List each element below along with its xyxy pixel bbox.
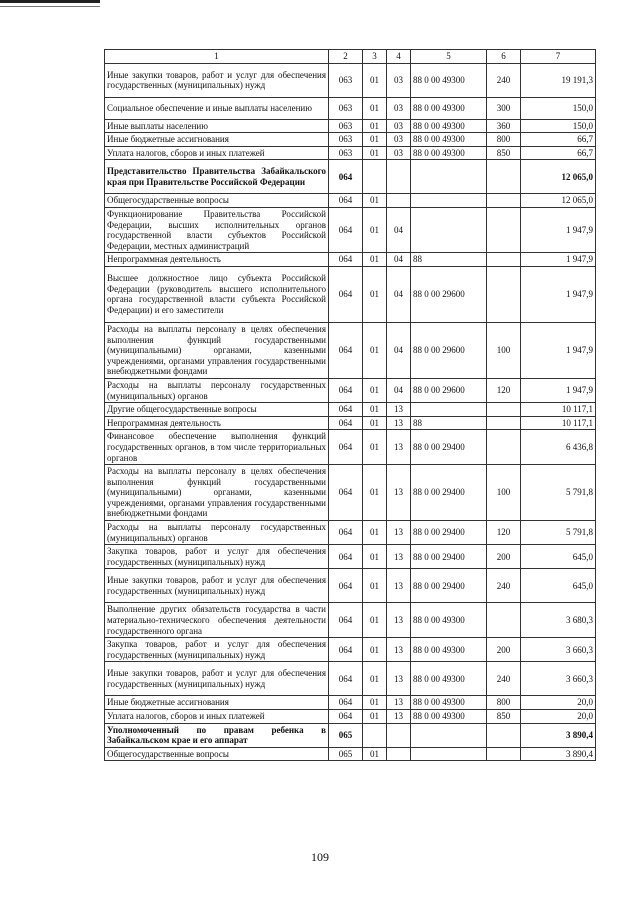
table-row bbox=[105, 710, 596, 724]
amount-cell: 150,0 bbox=[521, 119, 596, 133]
table-row bbox=[105, 63, 596, 97]
code-pr-cell: 13 bbox=[387, 638, 411, 662]
code-gr-cell: 064 bbox=[329, 322, 363, 378]
row-name-cell: Иные бюджетные ассигнования bbox=[105, 133, 329, 147]
code-csr-cell: 88 0 00 49300 bbox=[411, 603, 487, 638]
header-rule-thin bbox=[0, 6, 100, 7]
code-rz-cell: 01 bbox=[363, 97, 387, 119]
code-pr-cell: 13 bbox=[387, 521, 411, 545]
code-pr-cell: 03 bbox=[387, 97, 411, 119]
amount-cell: 66,7 bbox=[521, 146, 596, 160]
amount-cell: 1 947,9 bbox=[521, 253, 596, 267]
table-header-row bbox=[105, 50, 596, 64]
row-name-cell: Представительство Правительства Забайкальского края при Правительстве Российской Федерации bbox=[105, 160, 329, 194]
table-row bbox=[105, 253, 596, 267]
code-vr-cell: 100 bbox=[487, 465, 521, 521]
table-row bbox=[105, 723, 596, 747]
table-row bbox=[105, 146, 596, 160]
code-csr-cell bbox=[411, 160, 487, 194]
code-csr-cell: 88 0 00 49300 bbox=[411, 638, 487, 662]
table-row bbox=[105, 207, 596, 252]
amount-cell: 645,0 bbox=[521, 545, 596, 569]
code-rz-cell: 01 bbox=[363, 603, 387, 638]
code-rz-cell: 01 bbox=[363, 63, 387, 97]
code-rz-cell: 01 bbox=[363, 133, 387, 147]
table-row bbox=[105, 119, 596, 133]
code-vr-cell: 200 bbox=[487, 545, 521, 569]
amount-cell: 66,7 bbox=[521, 133, 596, 147]
amount-cell: 10 117,1 bbox=[521, 403, 596, 417]
code-gr-cell: 064 bbox=[329, 710, 363, 724]
code-vr-cell bbox=[487, 253, 521, 267]
row-name-cell: Иные закупки товаров, работ и услуг для обеспечения государственных (муниципальных) нужд bbox=[105, 63, 329, 97]
table-row bbox=[105, 266, 596, 322]
row-name-cell: Уплата налогов, сборов и иных платежей bbox=[105, 146, 329, 160]
code-gr-cell: 064 bbox=[329, 430, 363, 465]
row-name-cell: Иные закупки товаров, работ и услуг для обеспечения государственных (муниципальных) нужд bbox=[105, 662, 329, 696]
code-rz-cell: 01 bbox=[363, 638, 387, 662]
code-pr-cell: 13 bbox=[387, 416, 411, 430]
code-vr-cell: 850 bbox=[487, 710, 521, 724]
code-pr-cell: 13 bbox=[387, 710, 411, 724]
code-vr-cell bbox=[487, 416, 521, 430]
code-vr-cell bbox=[487, 403, 521, 417]
code-csr-cell bbox=[411, 207, 487, 252]
row-name-cell: Общегосударственные вопросы bbox=[105, 747, 329, 761]
row-name-cell: Расходы на выплаты персоналу в целях обеспечения выполнения функций государственными (муниципальными) органами, казенными учреждениями, органами управления государственными внебюджетными фондами bbox=[105, 465, 329, 521]
code-pr-cell: 13 bbox=[387, 569, 411, 603]
code-rz-cell: 01 bbox=[363, 696, 387, 710]
row-name-cell: Расходы на выплаты персоналу государственных (муниципальных) органов bbox=[105, 378, 329, 402]
amount-cell: 10 117,1 bbox=[521, 416, 596, 430]
code-vr-cell bbox=[487, 603, 521, 638]
table-row bbox=[105, 133, 596, 147]
row-name-cell: Расходы на выплаты персоналу государственных (муниципальных) органов bbox=[105, 521, 329, 545]
code-vr-cell bbox=[487, 723, 521, 747]
table-row bbox=[105, 521, 596, 545]
table-row bbox=[105, 569, 596, 603]
code-pr-cell: 03 bbox=[387, 146, 411, 160]
code-gr-cell: 064 bbox=[329, 465, 363, 521]
code-rz-cell: 01 bbox=[363, 266, 387, 322]
code-rz-cell: 01 bbox=[363, 146, 387, 160]
code-vr-cell: 200 bbox=[487, 638, 521, 662]
row-name-cell: Непрограммная деятельность bbox=[105, 253, 329, 267]
code-rz-cell bbox=[363, 160, 387, 194]
code-pr-cell: 13 bbox=[387, 465, 411, 521]
code-csr-cell: 88 0 00 49300 bbox=[411, 710, 487, 724]
code-vr-cell bbox=[487, 747, 521, 761]
table-row bbox=[105, 662, 596, 696]
amount-cell: 20,0 bbox=[521, 696, 596, 710]
row-name-cell: Иные выплаты населению bbox=[105, 119, 329, 133]
code-pr-cell: 04 bbox=[387, 266, 411, 322]
code-csr-cell: 88 0 00 29400 bbox=[411, 521, 487, 545]
code-gr-cell: 063 bbox=[329, 133, 363, 147]
amount-cell: 3 660,3 bbox=[521, 662, 596, 696]
table-row bbox=[105, 322, 596, 378]
code-vr-cell: 360 bbox=[487, 119, 521, 133]
code-pr-cell: 13 bbox=[387, 403, 411, 417]
header-cell: 5 bbox=[411, 50, 487, 64]
amount-cell: 3 660,3 bbox=[521, 638, 596, 662]
row-name-cell: Иные бюджетные ассигнования bbox=[105, 696, 329, 710]
code-rz-cell: 01 bbox=[363, 322, 387, 378]
code-rz-cell: 01 bbox=[363, 403, 387, 417]
code-vr-cell bbox=[487, 266, 521, 322]
budget-table-body bbox=[105, 50, 596, 761]
code-pr-cell: 04 bbox=[387, 253, 411, 267]
code-csr-cell: 88 0 00 49300 bbox=[411, 133, 487, 147]
table-row bbox=[105, 97, 596, 119]
code-gr-cell: 064 bbox=[329, 403, 363, 417]
row-name-cell: Другие общегосударственные вопросы bbox=[105, 403, 329, 417]
code-vr-cell: 800 bbox=[487, 696, 521, 710]
code-vr-cell: 240 bbox=[487, 63, 521, 97]
row-name-cell: Финансовое обеспечение выполнения функций государственных органов, в том числе территориальных органов bbox=[105, 430, 329, 465]
code-rz-cell: 01 bbox=[363, 747, 387, 761]
amount-cell: 5 791,8 bbox=[521, 465, 596, 521]
code-csr-cell bbox=[411, 723, 487, 747]
code-pr-cell: 03 bbox=[387, 119, 411, 133]
code-pr-cell: 03 bbox=[387, 133, 411, 147]
page-number: 109 bbox=[311, 850, 329, 864]
table-row bbox=[105, 416, 596, 430]
amount-cell: 5 791,8 bbox=[521, 521, 596, 545]
code-pr-cell: 13 bbox=[387, 696, 411, 710]
code-pr-cell bbox=[387, 747, 411, 761]
code-gr-cell: 064 bbox=[329, 266, 363, 322]
amount-cell: 3 890,4 bbox=[521, 747, 596, 761]
code-vr-cell: 100 bbox=[487, 322, 521, 378]
code-rz-cell: 01 bbox=[363, 521, 387, 545]
code-pr-cell bbox=[387, 723, 411, 747]
code-vr-cell: 240 bbox=[487, 662, 521, 696]
code-rz-cell: 01 bbox=[363, 430, 387, 465]
code-pr-cell: 13 bbox=[387, 662, 411, 696]
code-vr-cell bbox=[487, 194, 521, 208]
code-csr-cell: 88 0 00 49300 bbox=[411, 146, 487, 160]
code-rz-cell: 01 bbox=[363, 545, 387, 569]
code-csr-cell: 88 0 00 29600 bbox=[411, 322, 487, 378]
code-pr-cell: 04 bbox=[387, 378, 411, 402]
code-csr-cell: 88 0 00 49300 bbox=[411, 97, 487, 119]
amount-cell: 150,0 bbox=[521, 97, 596, 119]
table-row bbox=[105, 696, 596, 710]
code-pr-cell bbox=[387, 194, 411, 208]
code-rz-cell: 01 bbox=[363, 378, 387, 402]
code-gr-cell: 063 bbox=[329, 63, 363, 97]
code-rz-cell: 01 bbox=[363, 194, 387, 208]
row-name-cell: Иные закупки товаров, работ и услуг для обеспечения государственных (муниципальных) нужд bbox=[105, 569, 329, 603]
table-row bbox=[105, 747, 596, 761]
row-name-cell: Закупка товаров, работ и услуг для обеспечения государственных (муниципальных) нужд bbox=[105, 545, 329, 569]
code-pr-cell: 13 bbox=[387, 545, 411, 569]
code-gr-cell: 064 bbox=[329, 253, 363, 267]
table-row bbox=[105, 403, 596, 417]
code-csr-cell: 88 0 00 29600 bbox=[411, 378, 487, 402]
code-csr-cell: 88 0 00 29400 bbox=[411, 569, 487, 603]
amount-cell: 1 947,9 bbox=[521, 378, 596, 402]
header-cell: 3 bbox=[363, 50, 387, 64]
code-pr-cell bbox=[387, 160, 411, 194]
table-row bbox=[105, 603, 596, 638]
amount-cell: 20,0 bbox=[521, 710, 596, 724]
amount-cell: 645,0 bbox=[521, 569, 596, 603]
code-csr-cell bbox=[411, 747, 487, 761]
code-gr-cell: 065 bbox=[329, 747, 363, 761]
header-cell: 2 bbox=[329, 50, 363, 64]
table-row bbox=[105, 430, 596, 465]
code-gr-cell: 064 bbox=[329, 207, 363, 252]
code-csr-cell: 88 0 00 49300 bbox=[411, 662, 487, 696]
code-rz-cell: 01 bbox=[363, 465, 387, 521]
code-pr-cell: 13 bbox=[387, 603, 411, 638]
amount-cell: 12 065,0 bbox=[521, 194, 596, 208]
code-gr-cell: 064 bbox=[329, 416, 363, 430]
table-row bbox=[105, 160, 596, 194]
code-gr-cell: 064 bbox=[329, 194, 363, 208]
amount-cell: 6 436,8 bbox=[521, 430, 596, 465]
code-rz-cell bbox=[363, 723, 387, 747]
header-cell: 4 bbox=[387, 50, 411, 64]
code-rz-cell: 01 bbox=[363, 662, 387, 696]
code-gr-cell: 064 bbox=[329, 569, 363, 603]
code-gr-cell: 063 bbox=[329, 97, 363, 119]
code-pr-cell: 13 bbox=[387, 430, 411, 465]
code-csr-cell: 88 bbox=[411, 253, 487, 267]
code-pr-cell: 04 bbox=[387, 322, 411, 378]
code-vr-cell bbox=[487, 430, 521, 465]
code-csr-cell: 88 0 00 29600 bbox=[411, 266, 487, 322]
code-csr-cell: 88 0 00 29400 bbox=[411, 465, 487, 521]
code-vr-cell bbox=[487, 207, 521, 252]
code-csr-cell: 88 0 00 49300 bbox=[411, 119, 487, 133]
row-name-cell: Социальное обеспечение и иные выплаты населению bbox=[105, 97, 329, 119]
row-name-cell: Высшее должностное лицо субъекта Российской Федерации (руководитель высшего исполнительного органа государственной власти субъекта Российской Федерации) и его заместители bbox=[105, 266, 329, 322]
row-name-cell: Уполномоченный по правам ребенка в Забайкальском крае и его аппарат bbox=[105, 723, 329, 747]
code-gr-cell: 063 bbox=[329, 119, 363, 133]
budget-table bbox=[104, 49, 596, 761]
code-vr-cell bbox=[487, 160, 521, 194]
code-gr-cell: 064 bbox=[329, 603, 363, 638]
code-gr-cell: 064 bbox=[329, 545, 363, 569]
header-cell: 1 bbox=[105, 50, 329, 64]
table-row bbox=[105, 638, 596, 662]
code-rz-cell: 01 bbox=[363, 416, 387, 430]
code-vr-cell: 800 bbox=[487, 133, 521, 147]
code-csr-cell: 88 0 00 49300 bbox=[411, 696, 487, 710]
header-cell: 7 bbox=[521, 50, 596, 64]
code-rz-cell: 01 bbox=[363, 710, 387, 724]
header-cell: 6 bbox=[487, 50, 521, 64]
code-gr-cell: 064 bbox=[329, 696, 363, 710]
code-gr-cell: 064 bbox=[329, 378, 363, 402]
amount-cell: 3 680,3 bbox=[521, 603, 596, 638]
code-rz-cell: 01 bbox=[363, 569, 387, 603]
table-row bbox=[105, 465, 596, 521]
code-pr-cell: 03 bbox=[387, 63, 411, 97]
amount-cell: 1 947,9 bbox=[521, 266, 596, 322]
code-rz-cell: 01 bbox=[363, 119, 387, 133]
code-vr-cell: 120 bbox=[487, 521, 521, 545]
amount-cell: 1 947,9 bbox=[521, 322, 596, 378]
row-name-cell: Непрограммная деятельность bbox=[105, 416, 329, 430]
amount-cell: 12 065,0 bbox=[521, 160, 596, 194]
code-vr-cell: 240 bbox=[487, 569, 521, 603]
code-gr-cell: 063 bbox=[329, 146, 363, 160]
code-vr-cell: 120 bbox=[487, 378, 521, 402]
code-vr-cell: 300 bbox=[487, 97, 521, 119]
amount-cell: 19 191,3 bbox=[521, 63, 596, 97]
amount-cell: 3 890,4 bbox=[521, 723, 596, 747]
code-csr-cell: 88 0 00 49300 bbox=[411, 63, 487, 97]
code-gr-cell: 064 bbox=[329, 160, 363, 194]
row-name-cell: Уплата налогов, сборов и иных платежей bbox=[105, 710, 329, 724]
row-name-cell: Расходы на выплаты персоналу в целях обеспечения выполнения функций государственными (муниципальными) органами, казенными учреждениями, органами управления государственными внебюджетными фондами bbox=[105, 322, 329, 378]
table-row bbox=[105, 194, 596, 208]
table-row bbox=[105, 545, 596, 569]
code-csr-cell bbox=[411, 403, 487, 417]
code-gr-cell: 064 bbox=[329, 638, 363, 662]
code-rz-cell: 01 bbox=[363, 253, 387, 267]
code-gr-cell: 064 bbox=[329, 662, 363, 696]
row-name-cell: Функционирование Правительства Российской Федерации, высших исполнительных органов государственной власти субъектов Российской Федерации, местных администраций bbox=[105, 207, 329, 252]
table-row bbox=[105, 378, 596, 402]
code-rz-cell: 01 bbox=[363, 207, 387, 252]
header-rule bbox=[0, 0, 100, 3]
row-name-cell: Общегосударственные вопросы bbox=[105, 194, 329, 208]
code-csr-cell: 88 0 00 29400 bbox=[411, 545, 487, 569]
code-csr-cell bbox=[411, 194, 487, 208]
row-name-cell: Закупка товаров, работ и услуг для обеспечения государственных (муниципальных) нужд bbox=[105, 638, 329, 662]
code-vr-cell: 850 bbox=[487, 146, 521, 160]
row-name-cell: Выполнение других обязательств государства в части материально-технического обеспечения деятельности государственного органа bbox=[105, 603, 329, 638]
amount-cell: 1 947,9 bbox=[521, 207, 596, 252]
code-csr-cell: 88 bbox=[411, 416, 487, 430]
code-csr-cell: 88 0 00 29400 bbox=[411, 430, 487, 465]
code-gr-cell: 065 bbox=[329, 723, 363, 747]
code-gr-cell: 064 bbox=[329, 521, 363, 545]
code-pr-cell: 04 bbox=[387, 207, 411, 252]
